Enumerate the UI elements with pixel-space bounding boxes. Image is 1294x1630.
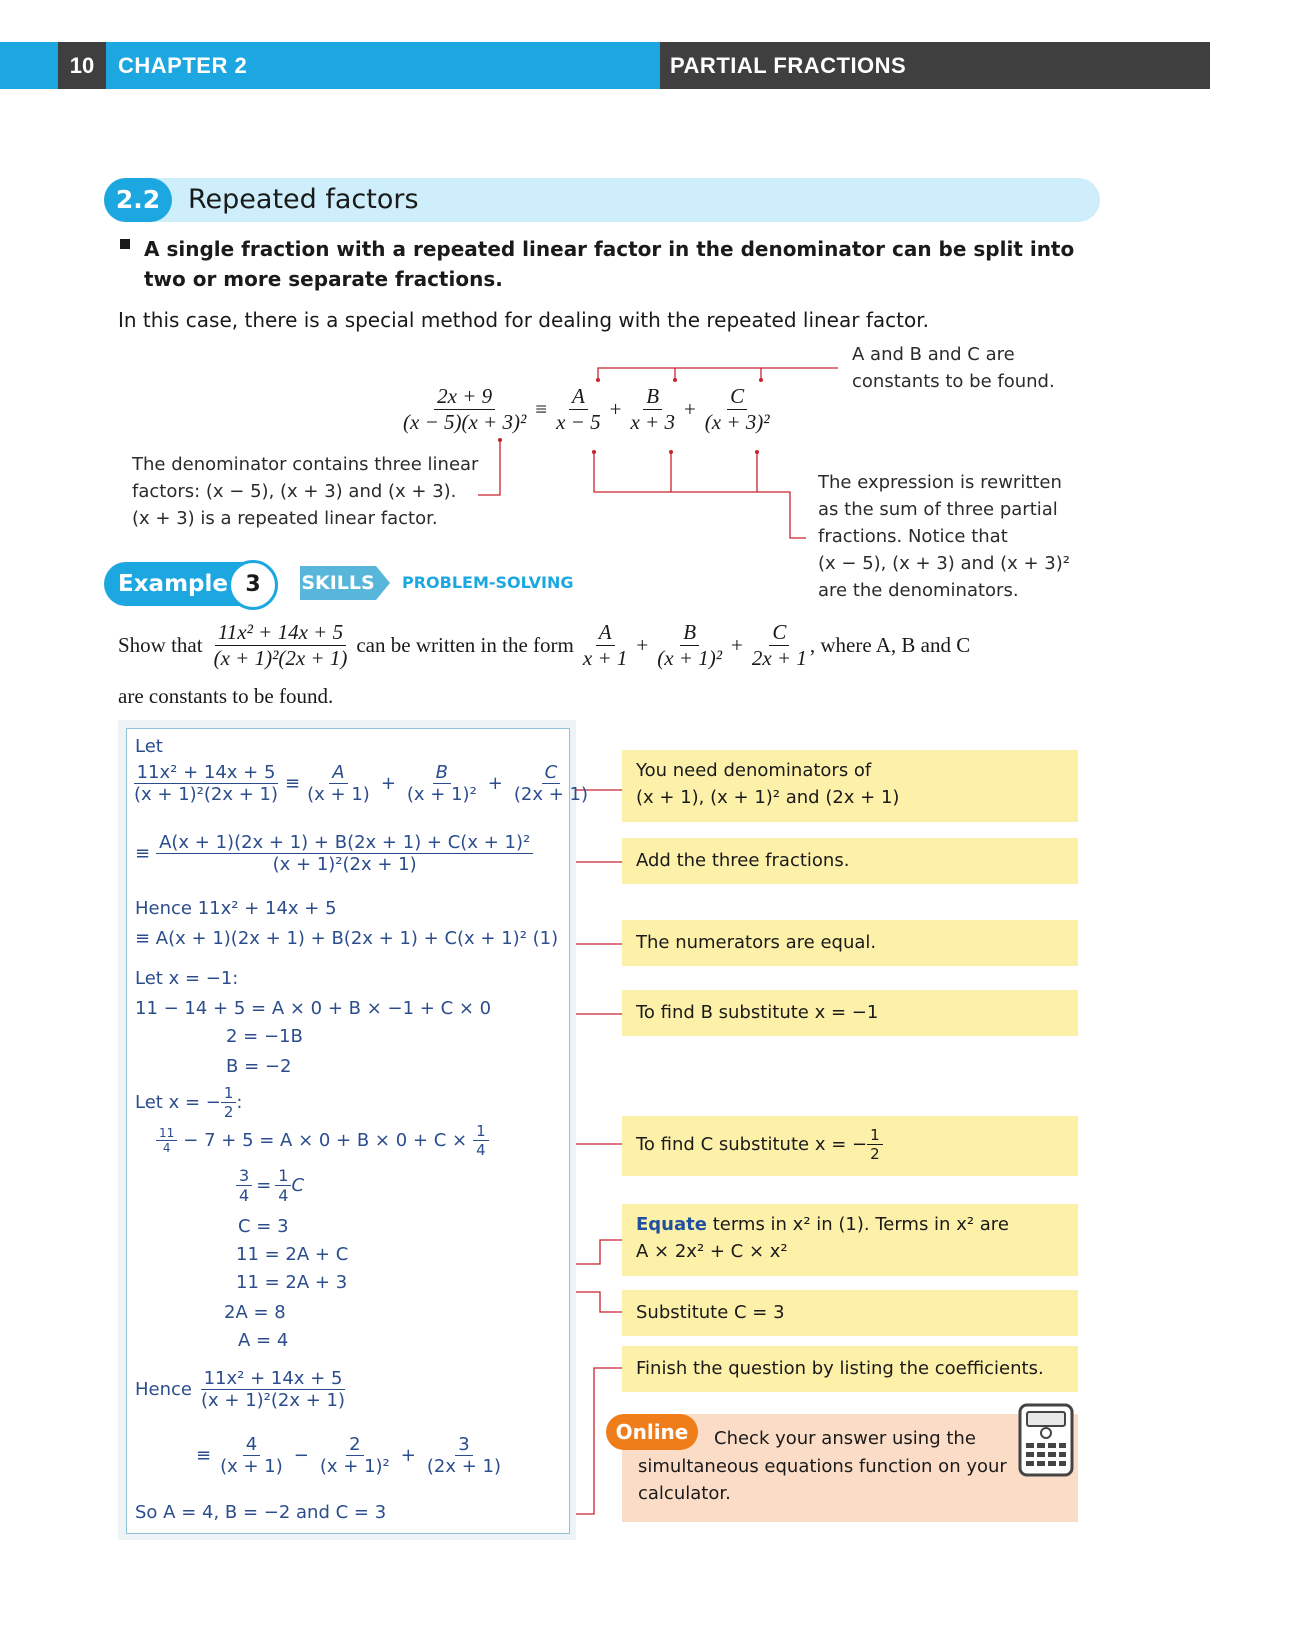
question-numerator: 11x² + 14x + 5 <box>215 620 346 646</box>
question-text: Show that <box>118 633 203 657</box>
working-numerator: 1 <box>473 1122 489 1141</box>
note-line: Finish the question by listing the coefficients. <box>636 1358 1044 1379</box>
term-b-denominator: x + 3 <box>630 410 675 434</box>
example-question <box>118 620 970 671</box>
denominator-note-line: (x + 3) is a repeated linear factor. <box>132 508 438 529</box>
keyword-equate: Equate <box>636 1214 707 1235</box>
working-denominator: (x + 1)² <box>319 1456 390 1477</box>
working-numerator: 11x² + 14x + 5 <box>201 1368 346 1390</box>
key-point: A single fraction with a repeated linear factor in the denominator can be split into two or more separate fractions. <box>144 237 1075 291</box>
working-numerator: 4 <box>243 1434 260 1456</box>
working-text: = <box>256 1175 272 1196</box>
working-denominator: (x + 1)²(2x + 1) <box>201 1390 346 1411</box>
online-line: simultaneous equations function on your <box>638 1456 1007 1477</box>
plus-sign: + <box>731 633 743 657</box>
note-substitute-c <box>622 1290 1078 1336</box>
term-c-denominator: (x + 3)² <box>704 410 770 434</box>
rewritten-note-line: (x − 5), (x + 3) and (x + 3)² <box>818 553 1070 574</box>
working-line: ≡ A(x + 1)(2x + 1) + B(2x + 1) + C(x + 1)² (1) <box>135 928 559 949</box>
minus-sign: − <box>293 1445 309 1466</box>
note-line: To find B substitute x = −1 <box>636 1002 879 1023</box>
form-c-denominator: 2x + 1 <box>751 646 807 670</box>
working-numerator: 3 <box>455 1434 472 1456</box>
rewritten-note <box>818 469 1070 604</box>
rewritten-note-line: are the denominators. <box>818 580 1019 601</box>
working-text: C <box>291 1175 305 1196</box>
note-find-b <box>622 990 1078 1036</box>
working-text: Hence <box>135 1379 192 1400</box>
working-numerator: A <box>329 762 347 784</box>
note-text: To find C substitute x = − <box>636 1134 868 1155</box>
note-line: (x + 1), (x + 1)² and (2x + 1) <box>636 787 900 808</box>
working-denominator: (x + 1) <box>307 784 370 805</box>
rewritten-note-line: fractions. Notice that <box>818 526 1008 547</box>
denominator-note-line: The denominator contains three linear <box>132 454 479 475</box>
skills-badge: SKILLS <box>300 566 376 600</box>
rewritten-note-line: The expression is rewritten <box>818 472 1062 493</box>
question-text: , where A, B and C <box>809 633 971 657</box>
working-numerator: 11x² + 14x + 5 <box>134 762 279 784</box>
working-line <box>135 1084 242 1121</box>
term-a-denominator: x − 5 <box>556 410 601 434</box>
note-numerators <box>622 920 1078 966</box>
plus-sign: + <box>609 397 622 421</box>
note-add-fractions <box>622 838 1078 884</box>
working-line: C = 3 <box>238 1216 289 1237</box>
question-denominator: (x + 1)²(2x + 1) <box>213 646 348 670</box>
working-denominator: 2 <box>223 1103 234 1121</box>
denominator-note-line: factors: (x − 5), (x + 3) and (x + 3). <box>132 481 457 502</box>
question-text: are constants to be found. <box>118 684 334 708</box>
plus-sign: + <box>636 633 649 657</box>
note-text: terms in x² in (1). Terms in x² are <box>706 1214 1009 1235</box>
chapter-title: PARTIAL FRACTIONS <box>670 53 907 78</box>
working-denominator: (2x + 1) <box>513 784 589 805</box>
partial-fraction-identity <box>400 384 773 435</box>
note-equate <box>622 1204 1078 1276</box>
working-numerator: 3 <box>236 1166 252 1186</box>
chapter-label: CHAPTER 2 <box>118 53 248 78</box>
equiv-sign: ≡ <box>535 397 548 421</box>
working-line: Let x = −1: <box>135 968 239 989</box>
form-c-numerator: C <box>769 620 789 646</box>
working-numerator: 1 <box>221 1084 237 1103</box>
working-denominator: 4 <box>239 1186 250 1205</box>
note-line: You need denominators of <box>636 760 872 781</box>
skill-type: PROBLEM-SOLVING <box>402 573 574 592</box>
working-line: A = 4 <box>238 1330 289 1351</box>
working-line: 11 = 2A + C <box>236 1244 349 1265</box>
plus-sign: + <box>487 773 503 794</box>
plus-sign: + <box>380 773 396 794</box>
lhs-denominator: (x − 5)(x + 3)² <box>403 410 527 434</box>
form-a-numerator: A <box>596 620 615 646</box>
equiv-sign: ≡ <box>196 1445 212 1466</box>
page-number: 10 <box>58 42 106 89</box>
note-denominator: 2 <box>870 1145 880 1163</box>
note-numerator: 1 <box>867 1126 883 1145</box>
equiv-sign: ≡ <box>135 843 151 864</box>
working-line <box>131 762 591 805</box>
constants-note <box>852 341 1055 395</box>
working-conclusion: So A = 4, B = −2 and C = 3 <box>135 1502 387 1523</box>
note-line: The numerators are equal. <box>636 932 877 953</box>
note-line: Add the three fractions. <box>636 850 850 871</box>
note-line: A × 2x² + C × x² <box>636 1241 788 1262</box>
intro-paragraph: In this case, there is a special method for dealing with the repeated linear factor. <box>118 308 929 332</box>
online-line: Check your answer using the <box>714 1428 976 1449</box>
working-denominator: 4 <box>278 1186 289 1205</box>
form-a-denominator: x + 1 <box>582 646 628 670</box>
working-line <box>135 832 533 875</box>
working-line: 11 = 2A + 3 <box>236 1272 348 1293</box>
working-denominator: (2x + 1) <box>426 1456 501 1477</box>
online-badge: Online <box>606 1414 698 1450</box>
working-line <box>135 1368 348 1411</box>
equiv-sign: ≡ <box>285 773 301 794</box>
form-b-numerator: B <box>680 620 699 646</box>
note-denominators <box>622 750 1078 822</box>
working-text: : <box>236 1092 243 1113</box>
working-denominator: (x + 1)²(2x + 1) <box>272 854 417 875</box>
section-title: Repeated factors <box>188 184 419 215</box>
form-b-denominator: (x + 1)² <box>657 646 722 670</box>
working-line: 2A = 8 <box>224 1302 286 1323</box>
term-c-numerator: C <box>727 384 747 410</box>
term-a-numerator: A <box>569 384 588 410</box>
working-line: Let <box>135 736 163 757</box>
working-line <box>236 1166 304 1205</box>
working-line <box>196 1434 504 1477</box>
calculator-icon <box>1018 1403 1074 1477</box>
question-text: can be written in the form <box>356 633 574 657</box>
working-text: Let x = − <box>135 1092 221 1113</box>
denominator-note <box>132 451 478 532</box>
plus-sign: + <box>400 1445 416 1466</box>
note-finish <box>622 1346 1078 1392</box>
term-b-numerator: B <box>643 384 662 410</box>
note-find-c <box>622 1116 1078 1176</box>
working-line: B = −2 <box>226 1056 292 1077</box>
example-label: Example <box>118 571 228 597</box>
online-line: calculator. <box>638 1483 731 1504</box>
note-line <box>636 1214 1009 1235</box>
working-numerator: C <box>542 762 561 784</box>
section-number: 2.2 <box>104 178 172 222</box>
note-line <box>636 1126 883 1163</box>
working-numerator: 1 <box>275 1166 291 1186</box>
rewritten-note-line: as the sum of three partial <box>818 499 1058 520</box>
note-line: Substitute C = 3 <box>636 1302 785 1323</box>
working-line: 11 − 14 + 5 = A × 0 + B × −1 + C × 0 <box>135 998 492 1019</box>
skills-arrow-icon <box>376 566 390 600</box>
working-line: Hence 11x² + 14x + 5 <box>135 898 337 919</box>
working-denominator: (x + 1) <box>220 1456 283 1477</box>
working-numerator: B <box>433 762 451 784</box>
plus-sign: + <box>683 397 696 421</box>
working-denominator: 4 <box>162 1141 171 1155</box>
working-numerator: A(x + 1)(2x + 1) + B(2x + 1) + C(x + 1)² <box>156 832 533 854</box>
working-numerator: 2 <box>346 1434 363 1456</box>
working-denominator: 4 <box>476 1141 486 1159</box>
constants-note-line: A and B and C are <box>852 344 1015 365</box>
lhs-numerator: 2x + 9 <box>434 384 495 410</box>
constants-note-line: constants to be found. <box>852 371 1055 392</box>
working-text: − 7 + 5 = A × 0 + B × 0 + C × <box>183 1130 468 1151</box>
working-line: 2 = −1B <box>226 1026 303 1047</box>
working-denominator: (x + 1)²(2x + 1) <box>134 784 279 805</box>
working-numerator: 11 <box>156 1126 177 1141</box>
working-line <box>156 1122 489 1159</box>
example-number: 3 <box>228 560 278 610</box>
working-denominator: (x + 1)² <box>406 784 477 805</box>
